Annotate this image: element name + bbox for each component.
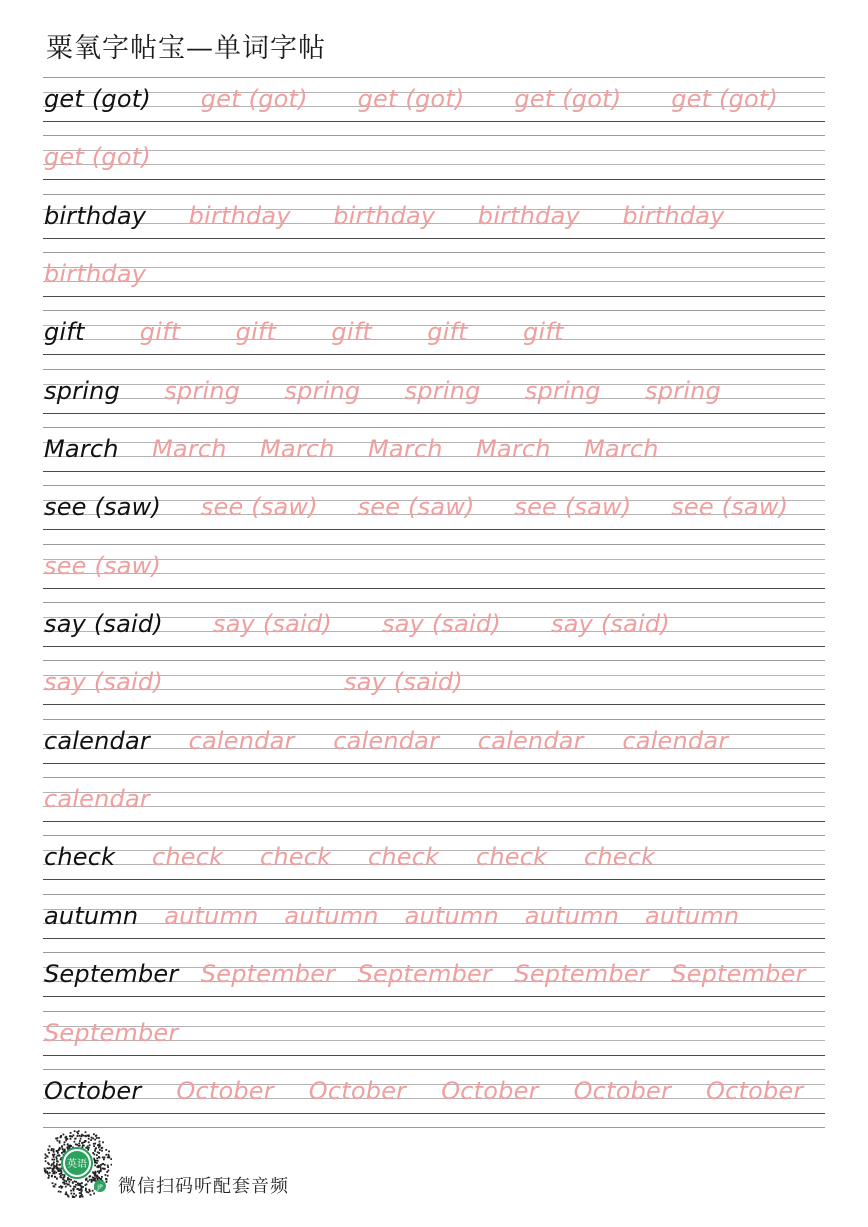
trace-word: check [368, 843, 440, 872]
practice-row [43, 835, 825, 893]
practice-row [43, 894, 825, 952]
trace-word: spring [404, 376, 481, 405]
trace-word: say (said) [44, 668, 163, 697]
trace-word: September [44, 1018, 179, 1047]
practice-row [43, 427, 825, 485]
trace-word: October [441, 1076, 539, 1105]
trace-word: spring [524, 376, 601, 405]
trace-word: autumn [404, 901, 499, 930]
trace-word: October [706, 1076, 804, 1105]
trace-word: gift [523, 318, 564, 347]
model-word: September [44, 960, 179, 989]
trace-word: check [584, 843, 656, 872]
practice-row [43, 77, 825, 135]
audio-instruction: 微信扫码听配套音频 [118, 1176, 289, 1197]
trace-word: March [152, 435, 227, 464]
trace-word: say (said) [551, 610, 670, 639]
trace-word: calendar [188, 726, 295, 755]
trace-word: get (got) [671, 85, 779, 113]
model-word: calendar [44, 726, 150, 755]
trace-word: see (saw) [514, 493, 632, 522]
model-word: check [44, 843, 116, 872]
trace-word: spring [164, 376, 241, 405]
model-word: see (saw) [44, 493, 162, 522]
practice-sheet [43, 77, 825, 1127]
model-word: get (got) [44, 85, 151, 113]
trace-word: March [584, 435, 659, 464]
practice-row [43, 719, 825, 777]
practice-row [43, 660, 825, 718]
trace-word: October [308, 1076, 407, 1105]
practice-row [43, 135, 825, 193]
trace-word: see (saw) [44, 551, 162, 580]
trace-word: get (got) [514, 85, 622, 113]
trace-word: see (saw) [671, 493, 789, 522]
practice-row [43, 485, 825, 543]
trace-word: spring [284, 376, 361, 405]
model-word: March [44, 435, 119, 464]
trace-word: gift [427, 318, 468, 347]
trace-word: March [368, 435, 443, 464]
trace-word: say (said) [382, 610, 501, 639]
trace-word: spring [645, 376, 721, 405]
practice-row [43, 310, 825, 368]
practice-row [43, 1069, 825, 1127]
trace-word: birthday [477, 201, 580, 230]
practice-row [43, 252, 825, 310]
practice-row [43, 194, 825, 252]
trace-word: September [671, 960, 806, 989]
model-word: spring [44, 376, 120, 405]
practice-row [43, 952, 825, 1010]
trace-word: get (got) [44, 143, 151, 172]
trace-word: birthday [622, 201, 725, 230]
trace-word: get (got) [200, 85, 308, 113]
trace-word: calendar [477, 726, 584, 755]
model-word: say (said) [44, 610, 163, 639]
trace-word: say (said) [213, 610, 332, 639]
trace-word: see (saw) [357, 493, 475, 522]
trace-word: check [476, 843, 548, 872]
trace-word: get (got) [357, 85, 465, 113]
trace-word: gift [139, 318, 181, 347]
trace-word: October [176, 1076, 274, 1105]
practice-row [43, 777, 825, 835]
trace-word: birthday [188, 201, 291, 230]
trace-word: check [152, 843, 224, 872]
trace-word: September [200, 960, 336, 989]
practice-row [43, 369, 825, 427]
trace-word: autumn [284, 901, 379, 930]
model-word: gift [44, 318, 85, 347]
model-word: autumn [44, 901, 139, 930]
trace-word: calendar [333, 726, 440, 755]
trace-word: autumn [524, 901, 620, 930]
qr-badge-label: 英语 [67, 1159, 87, 1170]
trace-word: September [514, 960, 649, 989]
model-word: October [44, 1076, 142, 1105]
trace-word: March [476, 435, 551, 464]
trace-word: autumn [645, 901, 740, 930]
qr-sub-label: JP [97, 1184, 103, 1191]
trace-word: September [357, 960, 493, 989]
trace-word: calendar [622, 726, 729, 755]
model-word: birthday [44, 201, 147, 230]
practice-row [43, 544, 825, 602]
trace-word: check [260, 843, 332, 872]
audio-footer [40, 1126, 440, 1200]
trace-word: birthday [44, 260, 147, 289]
trace-word: say (said) [344, 668, 463, 697]
trace-word: calendar [44, 785, 150, 814]
practice-row [43, 602, 825, 660]
practice-row [43, 1011, 825, 1069]
trace-word: October [573, 1076, 672, 1105]
qr-code-icon[interactable] [42, 1128, 112, 1198]
trace-word: gift [331, 318, 372, 347]
trace-word: see (saw) [200, 493, 318, 522]
trace-word: birthday [333, 201, 436, 230]
trace-word: March [260, 435, 335, 464]
page-title: 粟氧字帖宝—单词字帖 [46, 33, 326, 64]
trace-word: gift [235, 318, 277, 347]
trace-word: autumn [164, 901, 259, 930]
